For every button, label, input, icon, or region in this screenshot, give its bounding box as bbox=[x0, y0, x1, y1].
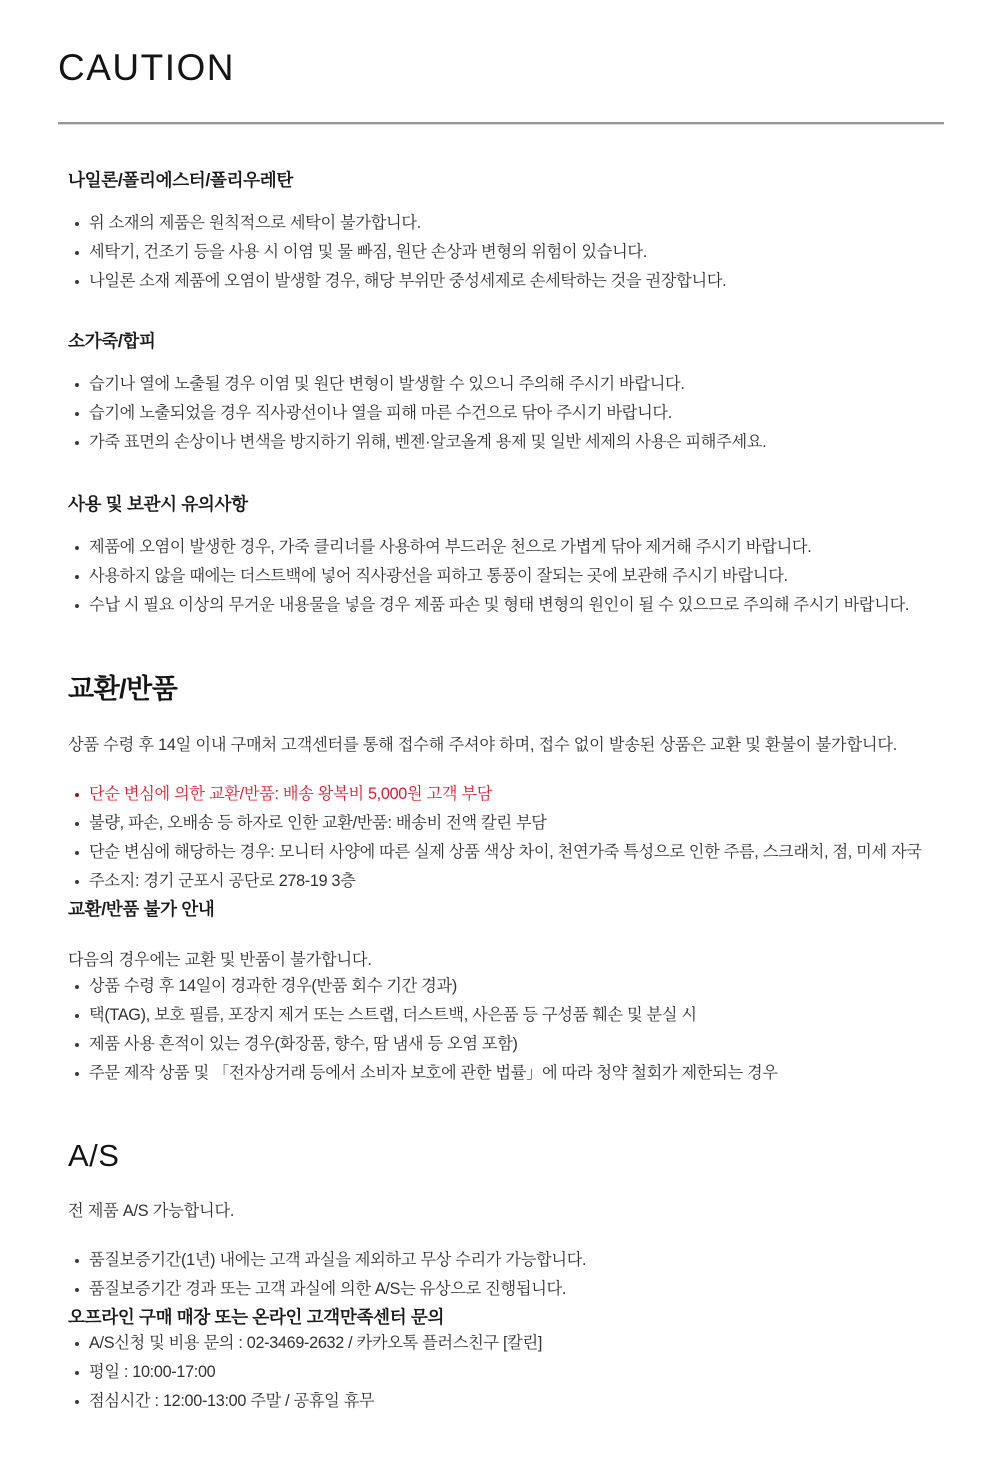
list-item: 습기에 노출되었을 경우 직사광선이나 열을 피해 마른 수건으로 닦아 주시기 바랍니다. bbox=[68, 399, 944, 428]
list-item: 위 소재의 제품은 원칙적으로 세탁이 불가합니다. bbox=[68, 209, 944, 238]
section-material-leather bbox=[68, 328, 944, 457]
section-exchange-return bbox=[68, 667, 944, 1088]
list-item: 가죽 표면의 손상이나 변색을 방지하기 위해, 벤젠·알코올계 용제 및 일반 세제의 사용은 피해주세요. bbox=[68, 428, 944, 457]
care-list bbox=[68, 370, 944, 457]
list-item: 나일론 소재 제품에 오염이 발생할 경우, 해당 부위만 중성세제로 손세탁하는 것을 권장합니다. bbox=[68, 267, 944, 296]
list-item: 사용하지 않을 때에는 더스트백에 넣어 직사광선을 피하고 통풍이 잘되는 곳에 보관해 주시기 바랍니다. bbox=[68, 562, 944, 591]
list-item: 습기나 열에 노출될 경우 이염 및 원단 변형이 발생할 수 있으니 주의해 주시기 바랍니다. bbox=[68, 370, 944, 399]
list-item: 품질보증기간 경과 또는 고객 과실에 의한 A/S는 유상으로 진행됩니다. bbox=[68, 1275, 944, 1304]
list-item: 주문 제작 상품 및 「전자상거래 등에서 소비자 보호에 관한 법률」에 따라 청약 철회가 제한되는 경우 bbox=[68, 1059, 944, 1088]
section-heading: 사용 및 보관시 유의사항 bbox=[68, 493, 248, 514]
contact-heading: 오프라인 구매 매장 또는 온라인 고객만족센터 문의 bbox=[68, 1306, 445, 1327]
exchange-title: 교환/반품 bbox=[68, 673, 178, 704]
exchange-intro: 상품 수령 후 14일 이내 구매처 고객센터를 통해 접수해 주셔야 하며, 접수 없이 발송된 상품은 교환 및 환불이 불가합니다. bbox=[68, 735, 898, 754]
page-title: CAUTION bbox=[58, 47, 235, 88]
divider bbox=[58, 122, 944, 125]
list-item: 점심시간 : 12:00-13:00 주말 / 공휴일 휴무 bbox=[68, 1387, 944, 1416]
list-item: A/S신청 및 비용 문의 : 02-3469-2632 / 카카오톡 플러스친구 [칼린] bbox=[68, 1329, 944, 1358]
content bbox=[58, 167, 944, 1416]
list-item: 제품 사용 흔적이 있는 경우(화장품, 향수, 땀 냄새 등 오염 포함) bbox=[68, 1030, 944, 1059]
list-item: 수납 시 필요 이상의 무거운 내용물을 넣을 경우 제품 파손 및 형태 변형의 원인이 될 수 있으므로 주의해 주시기 바랍니다. bbox=[68, 591, 944, 620]
no-return-heading: 교환/반품 불가 안내 bbox=[68, 898, 215, 919]
care-list bbox=[68, 209, 944, 296]
as-title: A/S bbox=[68, 1137, 120, 1173]
care-list bbox=[68, 533, 944, 620]
list-item: 세탁기, 건조기 등을 사용 시 이염 및 물 빠짐, 원단 손상과 변형의 위험이 있습니다. bbox=[68, 238, 944, 267]
no-return-intro: 다음의 경우에는 교환 및 반품이 불가합니다. bbox=[68, 950, 372, 969]
list-item: 택(TAG), 보호 필름, 포장지 제거 또는 스트랩, 더스트백, 사은품 등 구성품 훼손 및 분실 시 bbox=[68, 1001, 944, 1030]
list-item: 단순 변심에 해당하는 경우: 모니터 사양에 따른 실제 상품 색상 차이, 천연가죽 특성으로 인한 주름, 스크래치, 점, 미세 자국 bbox=[68, 838, 944, 867]
section-heading: 소가죽/합피 bbox=[68, 330, 156, 351]
as-list bbox=[68, 1246, 944, 1304]
no-return-list bbox=[68, 972, 944, 1088]
list-item: 불량, 파손, 오배송 등 하자로 인한 교환/반품: 배송비 전액 칼린 부담 bbox=[68, 809, 944, 838]
list-item: 상품 수령 후 14일이 경과한 경우(반품 회수 기간 경과) bbox=[68, 972, 944, 1001]
section-heading: 나일론/폴리에스터/폴리우레탄 bbox=[68, 169, 293, 190]
section-material-synthetic bbox=[68, 167, 944, 296]
exchange-list bbox=[68, 780, 944, 896]
as-intro: 전 제품 A/S 가능합니다. bbox=[68, 1201, 235, 1220]
section-usage-storage bbox=[68, 491, 944, 620]
contact-list bbox=[68, 1329, 944, 1416]
list-item: 평일 : 10:00-17:00 bbox=[68, 1358, 944, 1387]
exchange-item-highlight: 단순 변심에 의한 교환/반품: 배송 왕복비 5,000원 고객 부담 bbox=[68, 780, 944, 809]
section-after-service bbox=[68, 1138, 944, 1416]
list-item: 품질보증기간(1년) 내에는 고객 과실을 제외하고 무상 수리가 가능합니다. bbox=[68, 1246, 944, 1275]
list-item: 주소지: 경기 군포시 공단로 278-19 3층 bbox=[68, 867, 944, 896]
list-item: 제품에 오염이 발생한 경우, 가죽 클리너를 사용하여 부드러운 천으로 가볍게 닦아 제거해 주시기 바랍니다. bbox=[68, 533, 944, 562]
